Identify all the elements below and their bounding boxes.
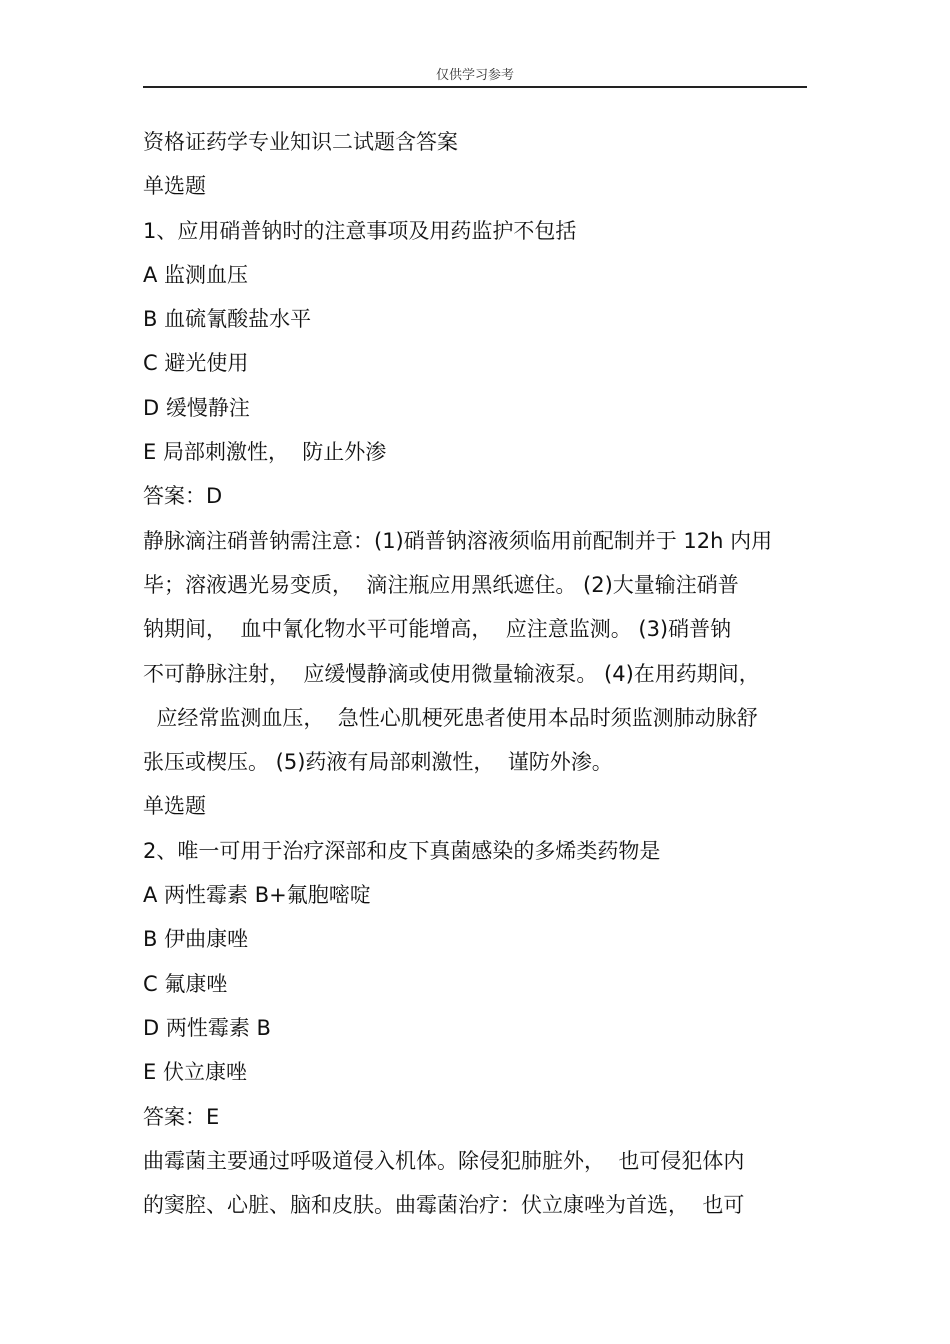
document-body <box>143 120 813 1227</box>
option-a: A 监测血压 <box>143 262 249 287</box>
answer-1: 答案：D <box>143 484 223 509</box>
explanation-2-line: 的窦腔、心脏、脑和皮肤。曲霉菌治疗：伏立康唑为首选， 也可 <box>143 1193 745 1218</box>
explanation-2-line: 曲霉菌主要通过呼吸道侵入机体。除侵犯肺脏外， 也可侵犯体内 <box>143 1148 745 1173</box>
question-1-text: 1、应用硝普钠时的注意事项及用药监护不包括 <box>143 218 577 243</box>
question-type-label: 单选题 <box>143 794 206 819</box>
option-e: E 局部刺激性， 防止外渗 <box>143 440 387 465</box>
document-title: 资格证药学专业知识二试题含答案 <box>143 130 458 154</box>
explanation-1-line: 张压或楔压。 (5)药液有局部刺激性， 谨防外渗。 <box>143 750 613 775</box>
option-b: B 血硫氰酸盐水平 <box>143 307 312 332</box>
option-a: A 两性霉素 B+氟胞嘧啶 <box>143 883 371 908</box>
page-header <box>143 64 807 88</box>
explanation-1-line: 毕；溶液遇光易变质， 滴注瓶应用黑纸遮住。 (2)大量输注硝普 <box>143 572 739 597</box>
header-text: 仅供学习参考 <box>435 68 514 83</box>
question-type-label: 单选题 <box>143 174 206 199</box>
explanation-1-line: 静脉滴注硝普钠需注意：(1)硝普钠溶液须临用前配制并于 12h 内用 <box>143 528 773 553</box>
option-c: C 氟康唑 <box>143 971 228 996</box>
option-d: D 缓慢静注 <box>143 395 250 420</box>
option-c: C 避光使用 <box>143 351 249 376</box>
option-d: D 两性霉素 B <box>143 1015 271 1040</box>
explanation-1-line: 钠期间， 血中氰化物水平可能增高， 应注意监测。 (3)硝普钠 <box>143 617 732 642</box>
option-e: E 伏立康唑 <box>143 1060 247 1085</box>
option-b: B 伊曲康唑 <box>143 927 249 952</box>
explanation-1-line: 不可静脉注射， 应缓慢静滴或使用微量输液泵。 (4)在用药期间， <box>143 661 760 686</box>
explanation-1-line: 应经常监测血压， 急性心肌梗死患者使用本品时须监测肺动脉舒 <box>143 705 758 730</box>
question-2-text: 2、唯一可用于治疗深部和皮下真菌感染的多烯类药物是 <box>143 838 661 863</box>
answer-2: 答案：E <box>143 1104 220 1129</box>
